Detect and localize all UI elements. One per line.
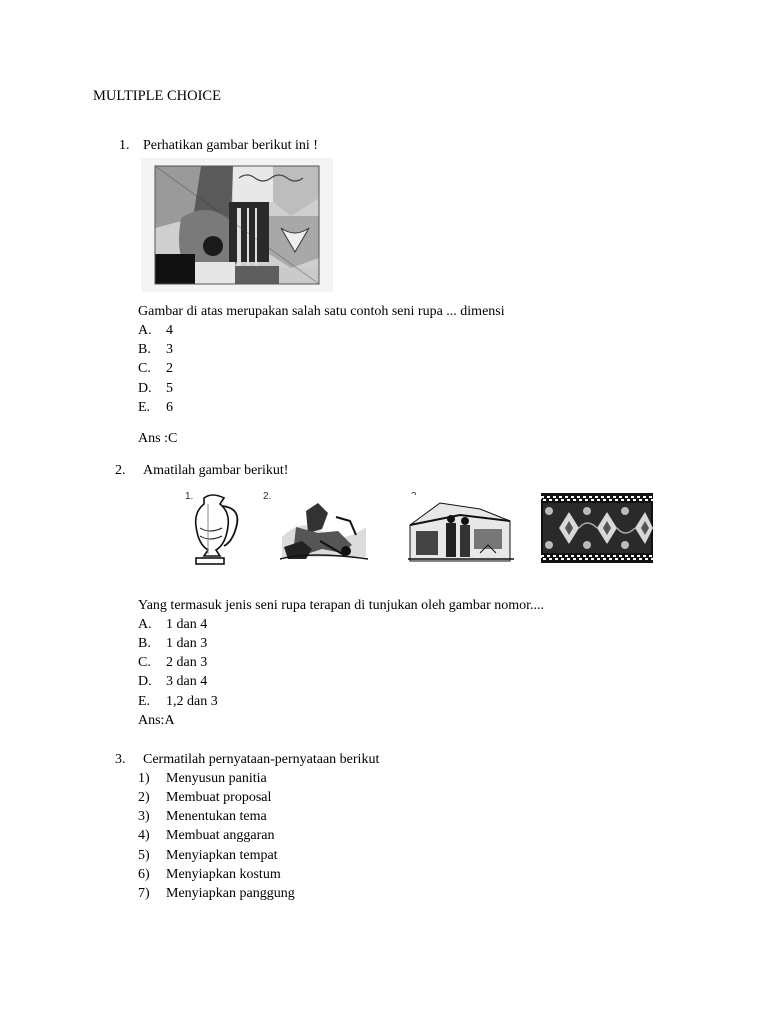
question-3-item-5 <box>138 848 278 864</box>
option-letter: A. <box>138 323 152 338</box>
option-text: 6 <box>166 400 173 415</box>
question-1-option-c <box>138 361 173 377</box>
option-text: 5 <box>166 381 173 396</box>
battle-scene-drawing-image <box>276 497 372 567</box>
question-2-option-a <box>138 617 207 633</box>
question-3-item-3 <box>138 809 267 825</box>
page-title: MULTIPLE CHOICE <box>93 88 221 104</box>
option-letter: E. <box>138 694 151 709</box>
option-letter: E. <box>138 400 151 415</box>
option-letter: C. <box>138 361 151 376</box>
item-text: Menyusun panitia <box>166 771 267 786</box>
question-2-answer: Ans:A <box>138 713 175 728</box>
question-2-option-c <box>138 655 207 671</box>
option-text: 4 <box>166 323 173 338</box>
pitcher-jug-image <box>190 490 250 570</box>
option-letter: D. <box>138 674 152 689</box>
option-text: 1,2 dan 3 <box>166 694 218 709</box>
question-1-option-a <box>138 323 173 339</box>
question-3-number: 3. <box>115 752 126 767</box>
cubist-guitar-painting-image <box>141 158 333 292</box>
question-1-stem: Gambar di atas merupakan salah satu contoh seni rupa ... dimensi <box>138 304 505 319</box>
item-text: Membuat anggaran <box>166 828 275 843</box>
question-2-prompt: Amatilah gambar berikut! <box>143 463 289 478</box>
option-letter: C. <box>138 655 151 670</box>
option-letter: B. <box>138 342 151 357</box>
item-text: Menyiapkan tempat <box>166 848 278 863</box>
question-3-item-1 <box>138 771 267 787</box>
option-text: 2 <box>166 361 173 376</box>
question-1-prompt: Perhatikan gambar berikut ini ! <box>143 138 318 153</box>
question-3-item-7 <box>138 886 295 902</box>
option-text: 1 dan 4 <box>166 617 208 632</box>
question-1-option-b <box>138 342 173 358</box>
question-2-option-b <box>138 636 207 652</box>
question-2-option-e <box>138 694 218 710</box>
item-number: 7) <box>138 886 150 901</box>
option-text: 3 dan 4 <box>166 674 208 689</box>
question-2-option-d <box>138 674 207 690</box>
image-number-1: 1. <box>185 491 194 502</box>
question-1-answer: Ans :C <box>138 431 178 446</box>
street-scene-drawing-image <box>406 495 516 567</box>
question-3-item-4 <box>138 828 274 844</box>
option-letter: B. <box>138 636 151 651</box>
image-number-2: 2. <box>263 491 272 502</box>
option-text: 3 <box>166 342 173 357</box>
batik-ornament-pattern-image <box>541 493 653 563</box>
question-1-number: 1. <box>119 138 130 153</box>
item-text: Menyiapkan kostum <box>166 867 281 882</box>
question-2-stem: Yang termasuk jenis seni rupa terapan di tunjukan oleh gambar nomor.... <box>138 598 545 613</box>
question-3-item-6 <box>138 867 281 883</box>
item-number: 1) <box>138 771 150 786</box>
question-2-number: 2. <box>115 463 126 478</box>
item-number: 5) <box>138 848 150 863</box>
item-text: Menyiapkan panggung <box>166 886 295 901</box>
option-text: 1 dan 3 <box>166 636 208 651</box>
option-letter: D. <box>138 381 152 396</box>
item-number: 2) <box>138 790 150 805</box>
question-3-prompt: Cermatilah pernyataan-pernyataan berikut <box>143 752 380 767</box>
option-text: 2 dan 3 <box>166 655 208 670</box>
item-text: Membuat proposal <box>166 790 272 805</box>
item-text: Menentukan tema <box>166 809 267 824</box>
question-3-item-2 <box>138 790 271 806</box>
item-number: 3) <box>138 809 150 824</box>
question-1-option-d <box>138 381 173 397</box>
question-1-option-e <box>138 400 173 416</box>
item-number: 6) <box>138 867 150 882</box>
option-letter: A. <box>138 617 152 632</box>
item-number: 4) <box>138 828 150 843</box>
